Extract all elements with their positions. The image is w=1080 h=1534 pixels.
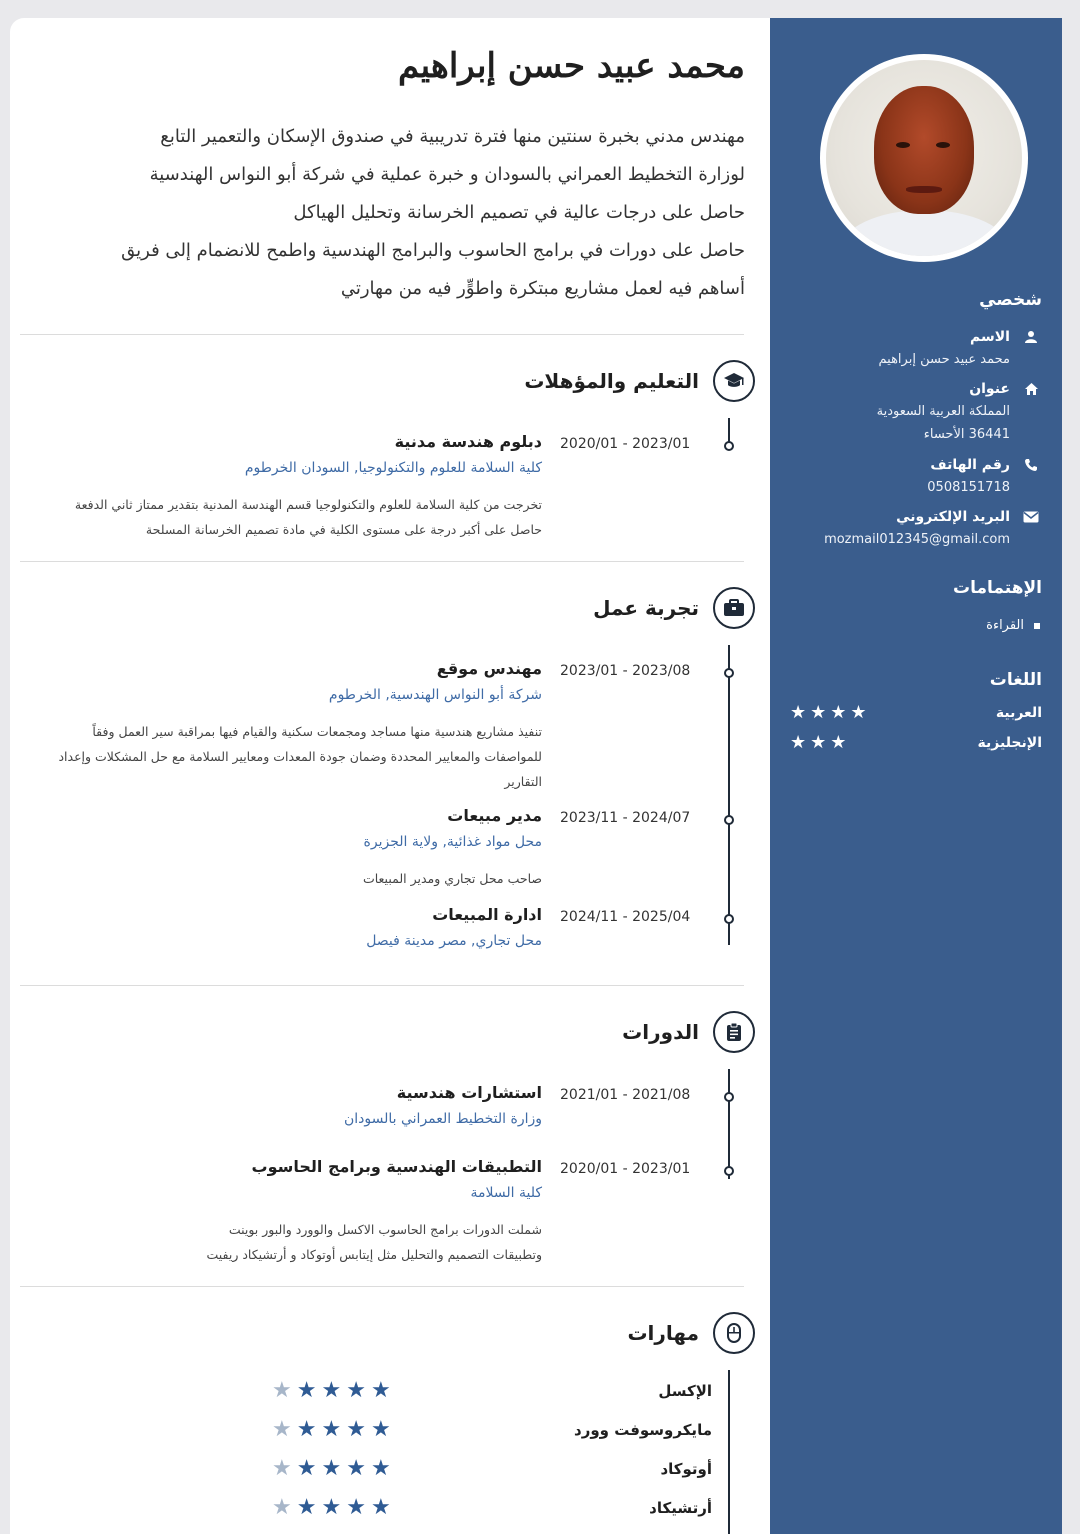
education-title: التعليم والمؤهلات (524, 369, 699, 393)
timeline-dot (724, 1166, 734, 1176)
personal-title: شخصي (979, 290, 1042, 310)
star-empty-icon: ★ (272, 1378, 297, 1403)
envelope-icon (1018, 506, 1044, 528)
personal-name-row (784, 326, 1044, 371)
divider (20, 334, 744, 335)
language-rating (790, 732, 850, 753)
bullet-icon (1034, 623, 1040, 629)
language-row (790, 702, 1042, 723)
entry-date: 2020/01 - 2023/01 (560, 1161, 691, 1177)
skill-row (272, 1378, 712, 1403)
phone-label: رقم الهاتف (930, 457, 1010, 473)
main-content (10, 18, 770, 1534)
timeline-dot (724, 914, 734, 924)
star-filled-icon: ★ (370, 1495, 396, 1520)
star-icon: ★ (850, 702, 871, 723)
entry-description: تخرجت من كلية السلامة للعلوم والتكنولوجيا قسم الهندسة المدنية بتقدير ممتاز ثاني الدفعة حاصل على أكبر درجة على مستوى الكلية في مادة تصميم الخرسانة المسلحة (74, 497, 542, 537)
star-filled-icon: ★ (296, 1378, 322, 1403)
entry-title: مهندس موقع (436, 659, 542, 678)
language-name: الإنجليزية (977, 734, 1042, 751)
profile-summary (25, 118, 745, 308)
experience-title: تجربة عمل (593, 596, 699, 620)
sidebar (770, 18, 1062, 1534)
entry-description: شملت الدورات برامج الحاسوب الاكسل والوورد والبور بوينت وتطبيقات التصميم والتحليل مثل إيتابس أوتوكاد و أرتشيكاد ريفيت (206, 1222, 542, 1262)
entry-organization: محل تجاري, مصر مدينة فيصل (366, 933, 542, 949)
star-icon: ★ (810, 732, 831, 753)
star-empty-icon: ★ (272, 1495, 297, 1520)
star-filled-icon: ★ (321, 1417, 347, 1442)
entry-date: 2023/01 - 2023/08 (560, 663, 691, 679)
divider (20, 985, 744, 986)
star-icon: ★ (830, 732, 851, 753)
entry-organization: كلية السلامة (470, 1185, 542, 1201)
name-label: الاسم (970, 329, 1010, 345)
address-line-2: 36441 الأحساء (923, 427, 1010, 442)
star-filled-icon: ★ (346, 1495, 371, 1520)
interest-label: القراءة (986, 618, 1024, 633)
personal-phone-row (784, 454, 1044, 499)
interest-item (986, 618, 1040, 633)
phone-icon (1018, 454, 1044, 476)
star-filled-icon: ★ (346, 1456, 371, 1481)
skills-header (627, 1312, 755, 1354)
star-filled-icon: ★ (321, 1378, 347, 1403)
entry-description: تنفيذ مشاريع هندسية منها مساجد ومجمعات سكنية والقيام فيها بمراقبة سير العمل وفقاً للمواصفات والمعايير المحددة وضمان جودة المعدات ومعايير السلامة مع حل المشكلات وإعداد التقارير (58, 724, 542, 789)
skill-row (272, 1495, 712, 1520)
entry-title: دبلوم هندسة مدنية (394, 432, 542, 451)
star-icon: ★ (790, 732, 811, 753)
entry-date: 2020/01 - 2023/01 (560, 436, 691, 452)
skills-title: مهارات (627, 1321, 699, 1345)
language-name: العربية (995, 704, 1042, 721)
entry-title: استشارات هندسية (396, 1083, 542, 1102)
education-header (524, 360, 755, 402)
divider (20, 1286, 744, 1287)
summary-line: حاصل على دورات في برامج الحاسوب والبرامج الهندسية واطمح للانضمام إلى فريق (121, 240, 745, 261)
experience-header (593, 587, 755, 629)
home-icon (1018, 378, 1044, 400)
star-empty-icon: ★ (272, 1417, 297, 1442)
entry-date: 2023/11 - 2024/07 (560, 810, 691, 826)
skill-name: أوتوكاد (660, 1459, 712, 1478)
skill-rating (272, 1456, 396, 1481)
skill-name: مايكروسوفت وورد (574, 1420, 712, 1439)
star-filled-icon: ★ (370, 1417, 396, 1442)
entry-organization: كلية السلامة للعلوم والتكنولوجيا, السودان الخرطوم (244, 460, 542, 476)
user-icon (1018, 326, 1044, 348)
skill-rating (272, 1378, 396, 1403)
full-name: محمد عبيد حسن إبراهيم (398, 46, 745, 86)
star-filled-icon: ★ (296, 1417, 322, 1442)
skill-name: الإكسل (658, 1381, 712, 1400)
profile-photo (820, 54, 1028, 262)
star-filled-icon: ★ (370, 1456, 396, 1481)
address-label: عنوان (969, 381, 1010, 397)
timeline-dot (724, 668, 734, 678)
entry-organization: وزارة التخطيط العمراني بالسودان (343, 1111, 542, 1127)
star-icon: ★ (830, 702, 851, 723)
entry-date: 2021/01 - 2021/08 (560, 1087, 691, 1103)
entry-title: التطبيقات الهندسية وبرامج الحاسوب (251, 1157, 542, 1176)
star-filled-icon: ★ (370, 1378, 396, 1403)
star-filled-icon: ★ (346, 1417, 371, 1442)
skill-rating (272, 1417, 396, 1442)
address-line-1: المملكة العربية السعودية (876, 404, 1010, 419)
entry-description: صاحب محل تجاري ومدير المبيعات (362, 871, 542, 886)
entry-title: ادارة المبيعات (432, 905, 542, 924)
timeline-dot (724, 815, 734, 825)
summary-line: حاصل على درجات عالية في تصميم الخرسانة وتحليل الهياكل (293, 202, 745, 223)
skill-row (272, 1417, 712, 1442)
entry-title: مدير مبيعات (447, 806, 542, 825)
entry-organization: شركة أبو النواس الهندسية, الخرطوم (328, 687, 542, 703)
language-row (790, 732, 1042, 753)
courses-title: الدورات (622, 1020, 699, 1044)
star-filled-icon: ★ (321, 1456, 347, 1481)
interests-title: الإهتمامات (953, 578, 1042, 598)
star-filled-icon: ★ (346, 1378, 371, 1403)
entry-organization: محل مواد غذائية, ولاية الجزيرة (363, 834, 542, 850)
briefcase-icon (713, 587, 755, 629)
summary-line: لوزارة التخطيط العمراني بالسودان و خبرة عملية في شركة أبو النواس الهندسية (149, 164, 745, 185)
personal-email-row (784, 506, 1044, 551)
name-value: محمد عبيد حسن إبراهيم (878, 352, 1010, 367)
graduation-cap-icon (713, 360, 755, 402)
skill-row (272, 1456, 712, 1481)
star-filled-icon: ★ (296, 1495, 322, 1520)
timeline-dot (724, 1092, 734, 1102)
clipboard-icon (713, 1011, 755, 1053)
personal-address-row (784, 378, 1044, 446)
profile-photo-image (826, 60, 1022, 256)
email-value[interactable]: mozmail012345@gmail.com (824, 532, 1010, 547)
courses-header (622, 1011, 755, 1053)
timeline-dot (724, 441, 734, 451)
resume-sheet (10, 18, 1062, 1534)
star-icon: ★ (810, 702, 831, 723)
summary-line: أساهم فيه لعمل مشاريع مبتكرة واطوٍّر فيه من مهارتي (340, 278, 745, 299)
star-icon: ★ (790, 702, 811, 723)
star-filled-icon: ★ (296, 1456, 322, 1481)
skill-name: أرتشيكاد (649, 1498, 712, 1517)
entry-date: 2024/11 - 2025/04 (560, 909, 691, 925)
phone-value[interactable]: 0508151718 (927, 480, 1010, 495)
mouse-icon (713, 1312, 755, 1354)
star-filled-icon: ★ (321, 1495, 347, 1520)
divider (20, 561, 744, 562)
summary-line: مهندس مدني بخبرة سنتين منها فترة تدريبية في صندوق الإسكان والتعمير التابع (160, 126, 745, 147)
email-label: البريد الإلكتروني (896, 509, 1010, 525)
language-rating (790, 702, 871, 723)
skill-rating (272, 1495, 396, 1520)
languages-title: اللغات (989, 670, 1042, 690)
star-empty-icon: ★ (272, 1456, 297, 1481)
